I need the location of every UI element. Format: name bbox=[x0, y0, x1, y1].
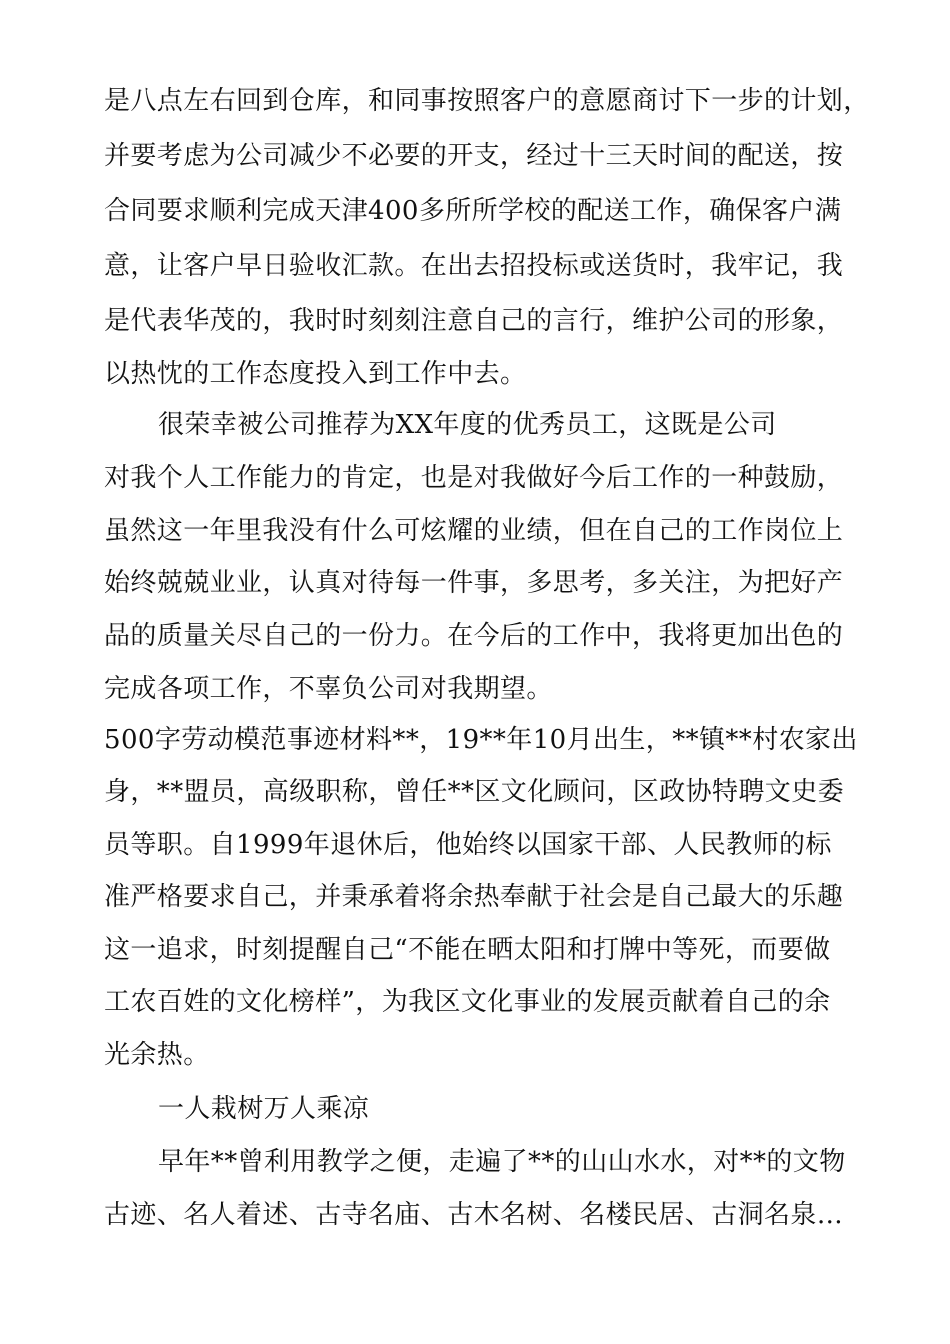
text-line: 并要考虑为公司减少不必要的开支，经过十三天时间的配送，按 bbox=[104, 141, 844, 171]
text-line: 是八点左右回到仓库，和同事按照客户的意愿商讨下一步的计划， bbox=[104, 86, 870, 116]
text-line: 是代表华茂的，我时时刻刻注意自己的言行，维护公司的形象， bbox=[104, 306, 844, 336]
text-line: 光余热。 bbox=[104, 1040, 210, 1070]
text-line: 以热忱的工作态度投入到工作中去。 bbox=[104, 359, 527, 389]
section-heading: 一人栽树万人乘凉 bbox=[158, 1094, 370, 1124]
text-line: 古迹、名人着述、古寺名庙、古木名树、名楼民居、古洞名泉… bbox=[104, 1200, 844, 1230]
text-line: 身，**盟员，高级职称，曾任**区文化顾问，区政协特聘文史委 bbox=[104, 777, 845, 807]
text-line: 虽然这一年里我没有什么可炫耀的业绩，但在自己的工作岗位上 bbox=[104, 516, 844, 546]
text-line: 员等职。自1999年退休后，他始终以国家干部、人民教师的标 bbox=[104, 830, 832, 860]
text-line: 工农百姓的文化榜样”，为我区文化事业的发展贡献着自己的余 bbox=[104, 987, 831, 1017]
text-line: 意，让客户早日验收汇款。在出去招投标或送货时，我牢记，我 bbox=[104, 251, 844, 281]
text-line: 对我个人工作能力的肯定，也是对我做好今后工作的一种鼓励， bbox=[104, 463, 844, 493]
text-line: 合同要求顺利完成天津400多所所学校的配送工作，确保客户满 bbox=[104, 196, 842, 226]
paragraph-first-line: 早年**曾利用教学之便，走遍了**的山山水水，对**的文物 bbox=[158, 1147, 846, 1177]
text-line: 准严格要求自己，并秉承着将余热奉献于社会是自己最大的乐趣 bbox=[104, 882, 844, 912]
text-line: 500字劳动模范事迹材料**，19**年10月出生，**镇**村农家出 bbox=[104, 725, 858, 755]
text-line: 品的质量关尽自己的一份力。在今后的工作中，我将更加出色的 bbox=[104, 621, 844, 651]
text-line: 完成各项工作，不辜负公司对我期望。 bbox=[104, 674, 553, 704]
paragraph-first-line: 很荣幸被公司推荐为XX年度的优秀员工，这既是公司 bbox=[158, 410, 777, 440]
text-line: 这一追求，时刻提醒自己“不能在晒太阳和打牌中等死，而要做 bbox=[104, 935, 831, 965]
text-line: 始终兢兢业业，认真对待每一件事，多思考，多关注，为把好产 bbox=[104, 568, 844, 598]
